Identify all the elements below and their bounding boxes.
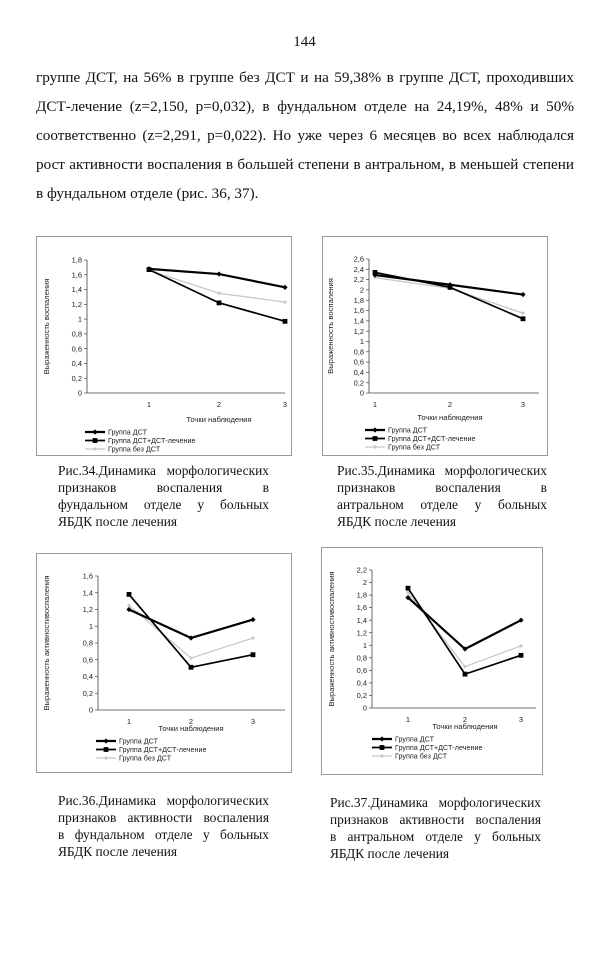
series-line [149,270,285,302]
y-tick-label: 0,2 [82,688,93,698]
series-line [408,588,521,674]
figure-37-caption [330,794,541,862]
legend-label: Группа без ДСТ [108,444,161,454]
legend-marker [379,736,384,741]
caption-line: признаков активности воспаления [58,810,269,825]
x-axis-title: Точки наблюдения [417,413,483,422]
caption-line: Рис.37.Динамика морфологических [330,795,541,810]
data-point [189,656,192,659]
data-point [406,586,411,591]
caption-line: ЯБДК после лечения [330,846,450,861]
y-axis-title: Выраженность активностивоспаления [327,571,336,707]
y-tick-label: 1,8 [356,590,367,600]
data-point [127,592,132,597]
caption-line: Рис.34.Динамика морфологических [58,463,269,478]
data-point [519,644,522,647]
figure-36-caption [58,792,269,860]
y-tick-label: 0,8 [353,347,364,357]
legend-label: Группа ДСТ [388,425,427,435]
data-point [189,665,194,670]
legend-marker [104,756,107,759]
legend-marker [373,445,376,448]
y-tick-label: 0,6 [356,665,367,675]
x-tick-label: 3 [282,400,288,409]
figure-35-frame [322,236,548,456]
data-point [217,300,222,305]
x-axis-title: Точки наблюдения [158,724,224,733]
figure-36-frame [36,553,292,773]
x-tick-label: 3 [250,717,256,726]
x-tick-label: 3 [518,715,524,724]
legend-label: Группа без ДСТ [395,751,448,761]
caption-line: фундальном отделе у больных [58,497,269,512]
data-point [463,665,466,668]
x-tick-label: 1 [126,717,132,726]
legend-label: Группа ДСТ [108,427,147,437]
series-line [129,610,253,638]
caption-line: Рис.35.Динамика морфологических [337,463,547,478]
x-tick-label: 2 [462,715,468,724]
legend-marker [104,747,109,752]
data-point [216,271,221,276]
y-tick-label: 0,8 [356,653,367,663]
y-tick-label: 1,8 [353,295,364,305]
y-tick-label: 1,6 [71,270,82,280]
y-tick-label: 1,4 [353,316,364,326]
y-tick-label: 1 [359,337,364,347]
legend-label: Группа ДСТ+ДСТ-лечение [388,434,476,443]
y-tick-label: 0 [359,388,364,398]
caption-line: Рис.36.Динамика морфологических [58,793,269,808]
y-axis-title: Выраженность активностивоспаления [42,575,51,711]
data-point [520,292,525,297]
x-tick-label: 2 [447,400,453,409]
y-tick-label: 1 [362,640,367,650]
series-line [408,598,521,649]
data-point [406,591,409,594]
x-tick-label: 1 [372,400,378,409]
y-tick-label: 0,2 [356,691,367,701]
y-tick-label: 1,2 [71,299,82,309]
figure-37-frame [321,547,543,775]
data-point [251,636,254,639]
y-tick-label: 0,4 [353,367,364,377]
legend-label: Группа ДСТ+ДСТ-лечение [395,743,483,752]
x-tick-label: 2 [188,717,194,726]
caption-line: признаков воспаления в [337,480,547,495]
y-axis-title: Выраженность воспаления [326,278,335,374]
caption-line: ЯБДК после лечения [337,514,457,529]
page-number: 144 [293,34,316,50]
y-tick-label: 2,2 [356,565,367,575]
y-tick-label: 2,2 [353,275,364,285]
y-tick-label: 0,4 [71,359,82,369]
x-tick-label: 1 [405,715,411,724]
y-tick-label: 1,6 [353,306,364,316]
caption-line: признаков активности воспаления [330,812,541,827]
y-tick-label: 1,4 [71,285,82,295]
data-point [217,292,220,295]
series-line [149,269,285,287]
legend-label: Группа ДСТ+ДСТ-лечение [119,745,207,754]
series-line [375,272,523,318]
data-point [283,319,288,324]
y-tick-label: 0,6 [71,344,82,354]
y-tick-label: 1,2 [356,628,367,638]
caption-line: признаков воспаления в [58,480,269,495]
figure-34-frame [36,236,292,456]
data-point [250,617,255,622]
x-axis-title: Точки наблюдения [186,415,252,424]
legend-marker [380,745,385,750]
x-tick-label: 2 [216,400,222,409]
caption-line: ЯБДК после лечения [58,514,178,529]
legend-marker [93,438,98,443]
caption-line: в фундальном отделе у больных [58,827,269,842]
y-tick-label: 0,2 [71,373,82,383]
x-tick-label: 3 [520,400,526,409]
figure-34-caption [58,462,269,530]
legend-marker [93,447,96,450]
series-line [129,594,253,667]
y-tick-label: 2 [362,578,367,588]
series-line [129,605,253,658]
y-tick-label: 0,4 [82,672,93,682]
figure-34-chart [37,237,291,455]
legend-marker [372,427,377,432]
legend-label: Группа без ДСТ [388,442,441,452]
x-axis-title: Точки наблюдения [432,722,498,731]
y-tick-label: 0,6 [353,357,364,367]
y-tick-label: 1,2 [353,326,364,336]
y-tick-label: 1,6 [356,603,367,613]
caption-line: ЯБДК после лечения [58,844,178,859]
y-tick-label: 0,8 [71,329,82,339]
caption-line: в антральном отделе у больных [330,829,541,844]
figure-36-chart [37,554,291,772]
y-tick-label: 0,8 [82,638,93,648]
y-tick-label: 1,4 [82,588,93,598]
x-tick-label: 1 [146,400,152,409]
y-tick-label: 1 [88,621,93,631]
y-tick-label: 0,4 [356,678,367,688]
y-tick-label: 1 [77,314,82,324]
legend-marker [373,436,378,441]
y-tick-label: 1,2 [82,605,93,615]
y-tick-label: 2 [359,285,364,295]
data-point [463,672,468,677]
data-point [521,316,526,321]
legend-marker [92,429,97,434]
legend-label: Группа без ДСТ [119,753,172,763]
data-point [282,285,287,290]
y-tick-label: 1,6 [82,571,93,581]
y-tick-label: 0 [77,388,82,398]
figure-37-chart [322,548,542,774]
data-point [251,652,256,657]
y-axis-title: Выраженность воспаления [42,278,51,375]
caption-line: антральном отделе у больных [337,497,547,512]
y-tick-label: 2,6 [353,254,364,264]
y-tick-label: 0,6 [82,655,93,665]
legend-marker [103,738,108,743]
legend-label: Группа ДСТ [119,736,158,746]
series-line [375,278,523,314]
y-tick-label: 2,4 [353,264,364,274]
y-tick-label: 1,4 [356,615,367,625]
body-paragraph: группе ДСТ, на 56% в группе без ДСТ и на 59,38% в группе ДСТ, проходивших ДСТ-лечение (z=2,150, p=0,032), в фундальном отделе на 24,19%, 48% и 50% соответственно (z=2,291, p=0,022). Но уже через 6 месяцев во всех наблюдался рост активности воспаления в большей степени в антральном, в меньшей степени в фундальном отделе (рис. 36, 37). [36,69,574,202]
legend-marker [380,754,383,757]
data-point [521,312,524,315]
y-tick-label: 0 [362,703,367,713]
y-tick-label: 1,8 [71,255,82,265]
figure-35-caption [337,462,547,530]
figure-35-chart [323,237,547,455]
legend-label: Группа ДСТ+ДСТ-лечение [108,436,196,445]
legend-label: Группа ДСТ [395,734,434,744]
y-tick-label: 0,2 [353,378,364,388]
y-tick-label: 0 [88,705,93,715]
data-point [519,653,524,658]
data-point [283,301,286,304]
data-point [127,604,130,607]
